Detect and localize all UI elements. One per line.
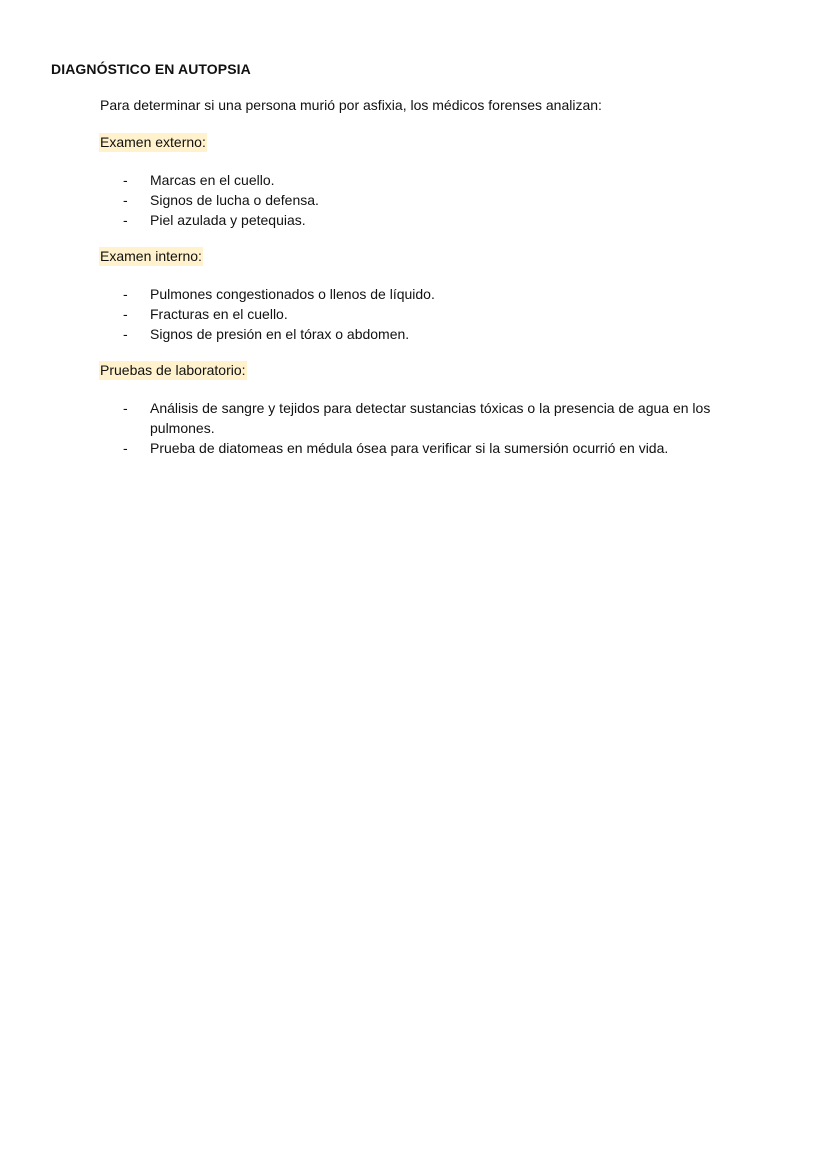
dash-bullet: -: [123, 440, 128, 456]
section-heading-examen-externo: [99, 133, 207, 151]
dash-bullet: -: [123, 172, 128, 188]
highlighted-heading-text: Examen interno:: [100, 248, 202, 264]
dash-bullet: -: [123, 212, 128, 228]
list-examen-interno: [123, 284, 733, 344]
list-item: [123, 304, 733, 324]
dash-bullet: -: [123, 192, 128, 208]
list-item-text: Signos de lucha o defensa.: [150, 192, 319, 208]
list-item-text: Pulmones congestionados o llenos de líquido.: [150, 286, 435, 302]
section-heading-pruebas-de-laboratorio: [99, 361, 247, 379]
list-item-text: Signos de presión en el tórax o abdomen.: [150, 326, 410, 342]
list-item: [123, 190, 733, 210]
list-item-text: Marcas en el cuello.: [150, 172, 275, 188]
list-item-text: Análisis de sangre y tejidos para detectar sustancias tóxicas o la presencia de agua en los pulmones.: [150, 400, 711, 436]
list-item-text: Piel azulada y petequias.: [150, 212, 306, 228]
intro-paragraph: Para determinar si una persona murió por asfixia, los médicos forenses analizan:: [100, 97, 602, 113]
list-item-text: Fracturas en el cuello.: [150, 306, 288, 322]
document-title: DIAGNÓSTICO EN AUTOPSIA: [51, 61, 251, 77]
list-item: [123, 284, 733, 304]
list-item: [123, 210, 733, 230]
list-pruebas-de-laboratorio: [123, 398, 733, 458]
dash-bullet: -: [123, 306, 128, 322]
highlighted-heading-text: Examen externo:: [100, 134, 206, 150]
section-heading-examen-interno: [99, 247, 203, 265]
list-examen-externo: [123, 170, 733, 230]
list-item: [123, 438, 733, 458]
list-item-text: Prueba de diatomeas en médula ósea para verificar si la sumersión ocurrió en vida.: [150, 440, 669, 456]
dash-bullet: -: [123, 326, 128, 342]
dash-bullet: -: [123, 286, 128, 302]
dash-bullet: -: [123, 400, 128, 416]
list-item: [123, 324, 733, 344]
list-item: [123, 170, 733, 190]
highlighted-heading-text: Pruebas de laboratorio:: [100, 362, 246, 378]
list-item: [123, 398, 733, 438]
